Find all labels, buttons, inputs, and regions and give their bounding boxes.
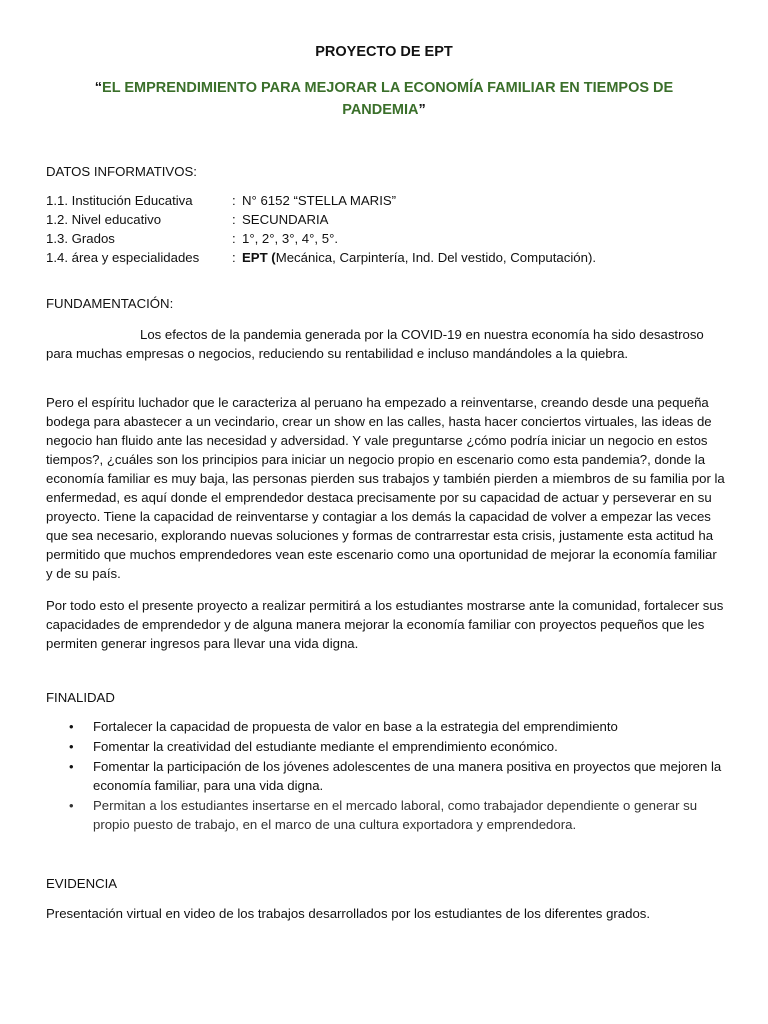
list-item (46, 757, 726, 795)
fundamentacion-paragraph-1: Los efectos de la pandemia generada por la COVID-19 en nuestra economía ha sido desastroso para muchas empresas o negocios, reduciendo su rentabilidad e incluso mandándoles a la quiebra. (46, 327, 704, 361)
finalidad-heading: FINALIDAD (46, 690, 115, 705)
datos-row-colon: : (232, 212, 236, 227)
bullet-icon: • (69, 798, 74, 813)
datos-row-value-rest: Mecánica, Carpintería, Ind. Del vestido, Computación). (275, 250, 597, 265)
list-item (46, 717, 726, 736)
datos-row-colon: : (232, 250, 236, 265)
subtitle-text: EL EMPRENDIMIENTO PARA MEJORAR LA ECONOMÍA FAMILIAR EN TIEMPOS DE PANDEMIA (102, 80, 674, 118)
list-item (46, 796, 726, 834)
datos-row-value: N° 6152 “STELLA MARIS” (242, 193, 397, 208)
datos-row-value: SECUNDARIA (242, 212, 329, 227)
bullet-icon: • (69, 739, 74, 754)
list-item (46, 737, 726, 756)
document-title: PROYECTO DE EPT (315, 44, 453, 60)
fundamentacion-paragraph-2: Pero el espíritu luchador que le caracteriza al peruano ha empezado a reinventarse, creando desde una pequeña bodega para abastecer a un vecindario, crear un show en las calles, hasta hacer conciertos virtuales, las ideas de negocio han fluido ante las necesidad y adversidad. Y vale preguntarse ¿cómo podría iniciar un negocio en estos tiempos?, ¿cuáles son los principios para iniciar un negocio propio en escenario como esta pandemia?, donde la economía familiar es muy baja, las personas pierden sus trabajos y también pierden a miembros de su familia por la enfermedad, es aquí donde el emprendedor destaca precisamente por su capacidad de actuar y perseverar en su proyecto. Tiene la capacidad de reinventarse y contagiar a los demás la capacidad de volver a empezar las veces que sea necesario, explorando nuevas soluciones y formas de contrarrestar esta crisis, justamente esta actitud ha permitido que muchos emprendedores vean este escenario como una oportunidad de mejorar la economía familiar y de su país. (46, 395, 725, 581)
subtitle-close-quote: ” (418, 102, 426, 118)
fundamentacion-paragraph-3: Por todo esto el presente proyecto a realizar permitirá a los estudiantes mostrarse ante la comunidad, fortalecer sus capacidades de emprendedor y de alguna manera mejorar la economía familiar con proyectos pequeños que les permiten generar ingresos para llevar una vida digna. (46, 598, 724, 651)
datos-row-value (242, 250, 596, 265)
subtitle-open-quote: “ (94, 80, 103, 96)
list-item-text: Fortalecer la capacidad de propuesta de valor en base a la estrategia del emprendimiento (93, 719, 618, 734)
datos-row-key: 1.4. área y especialidades (46, 250, 200, 265)
bullet-icon: • (69, 719, 74, 734)
datos-row-colon: : (232, 231, 236, 246)
datos-row-key: 1.1. Institución Educativa (46, 193, 193, 208)
list-item-text: Permitan a los estudiantes insertarse en el mercado laboral, como trabajador dependiente o generar su propio puesto de trabajo, en el marco de una cultura exportadora y emprendedora. (93, 798, 698, 832)
datos-row-colon: : (232, 193, 236, 208)
document-subtitle (60, 77, 708, 121)
datos-row-key: 1.2. Nivel educativo (46, 212, 162, 227)
datos-row-value: 1°, 2°, 3°, 4°, 5°. (242, 231, 339, 246)
evidencia-heading: EVIDENCIA (46, 876, 118, 891)
datos-row-value-bold: EPT ( (242, 250, 276, 265)
datos-row-key: 1.3. Grados (46, 231, 115, 246)
finalidad-list (46, 717, 726, 835)
fundamentacion-paragraph (46, 325, 726, 363)
fundamentacion-heading: FUNDAMENTACIÓN: (46, 296, 174, 311)
evidencia-text: Presentación virtual en video de los trabajos desarrollados por los estudiantes de los diferentes grados. (46, 906, 651, 921)
list-item-text: Fomentar la creatividad del estudiante mediante el emprendimiento económico. (93, 739, 558, 754)
datos-heading: DATOS INFORMATIVOS: (46, 164, 197, 179)
list-item-text: Fomentar la participación de los jóvenes adolescentes de una manera positiva en proyectos que mejoren la economía familiar, para una vida digna. (93, 759, 722, 793)
bullet-icon: • (69, 759, 74, 774)
